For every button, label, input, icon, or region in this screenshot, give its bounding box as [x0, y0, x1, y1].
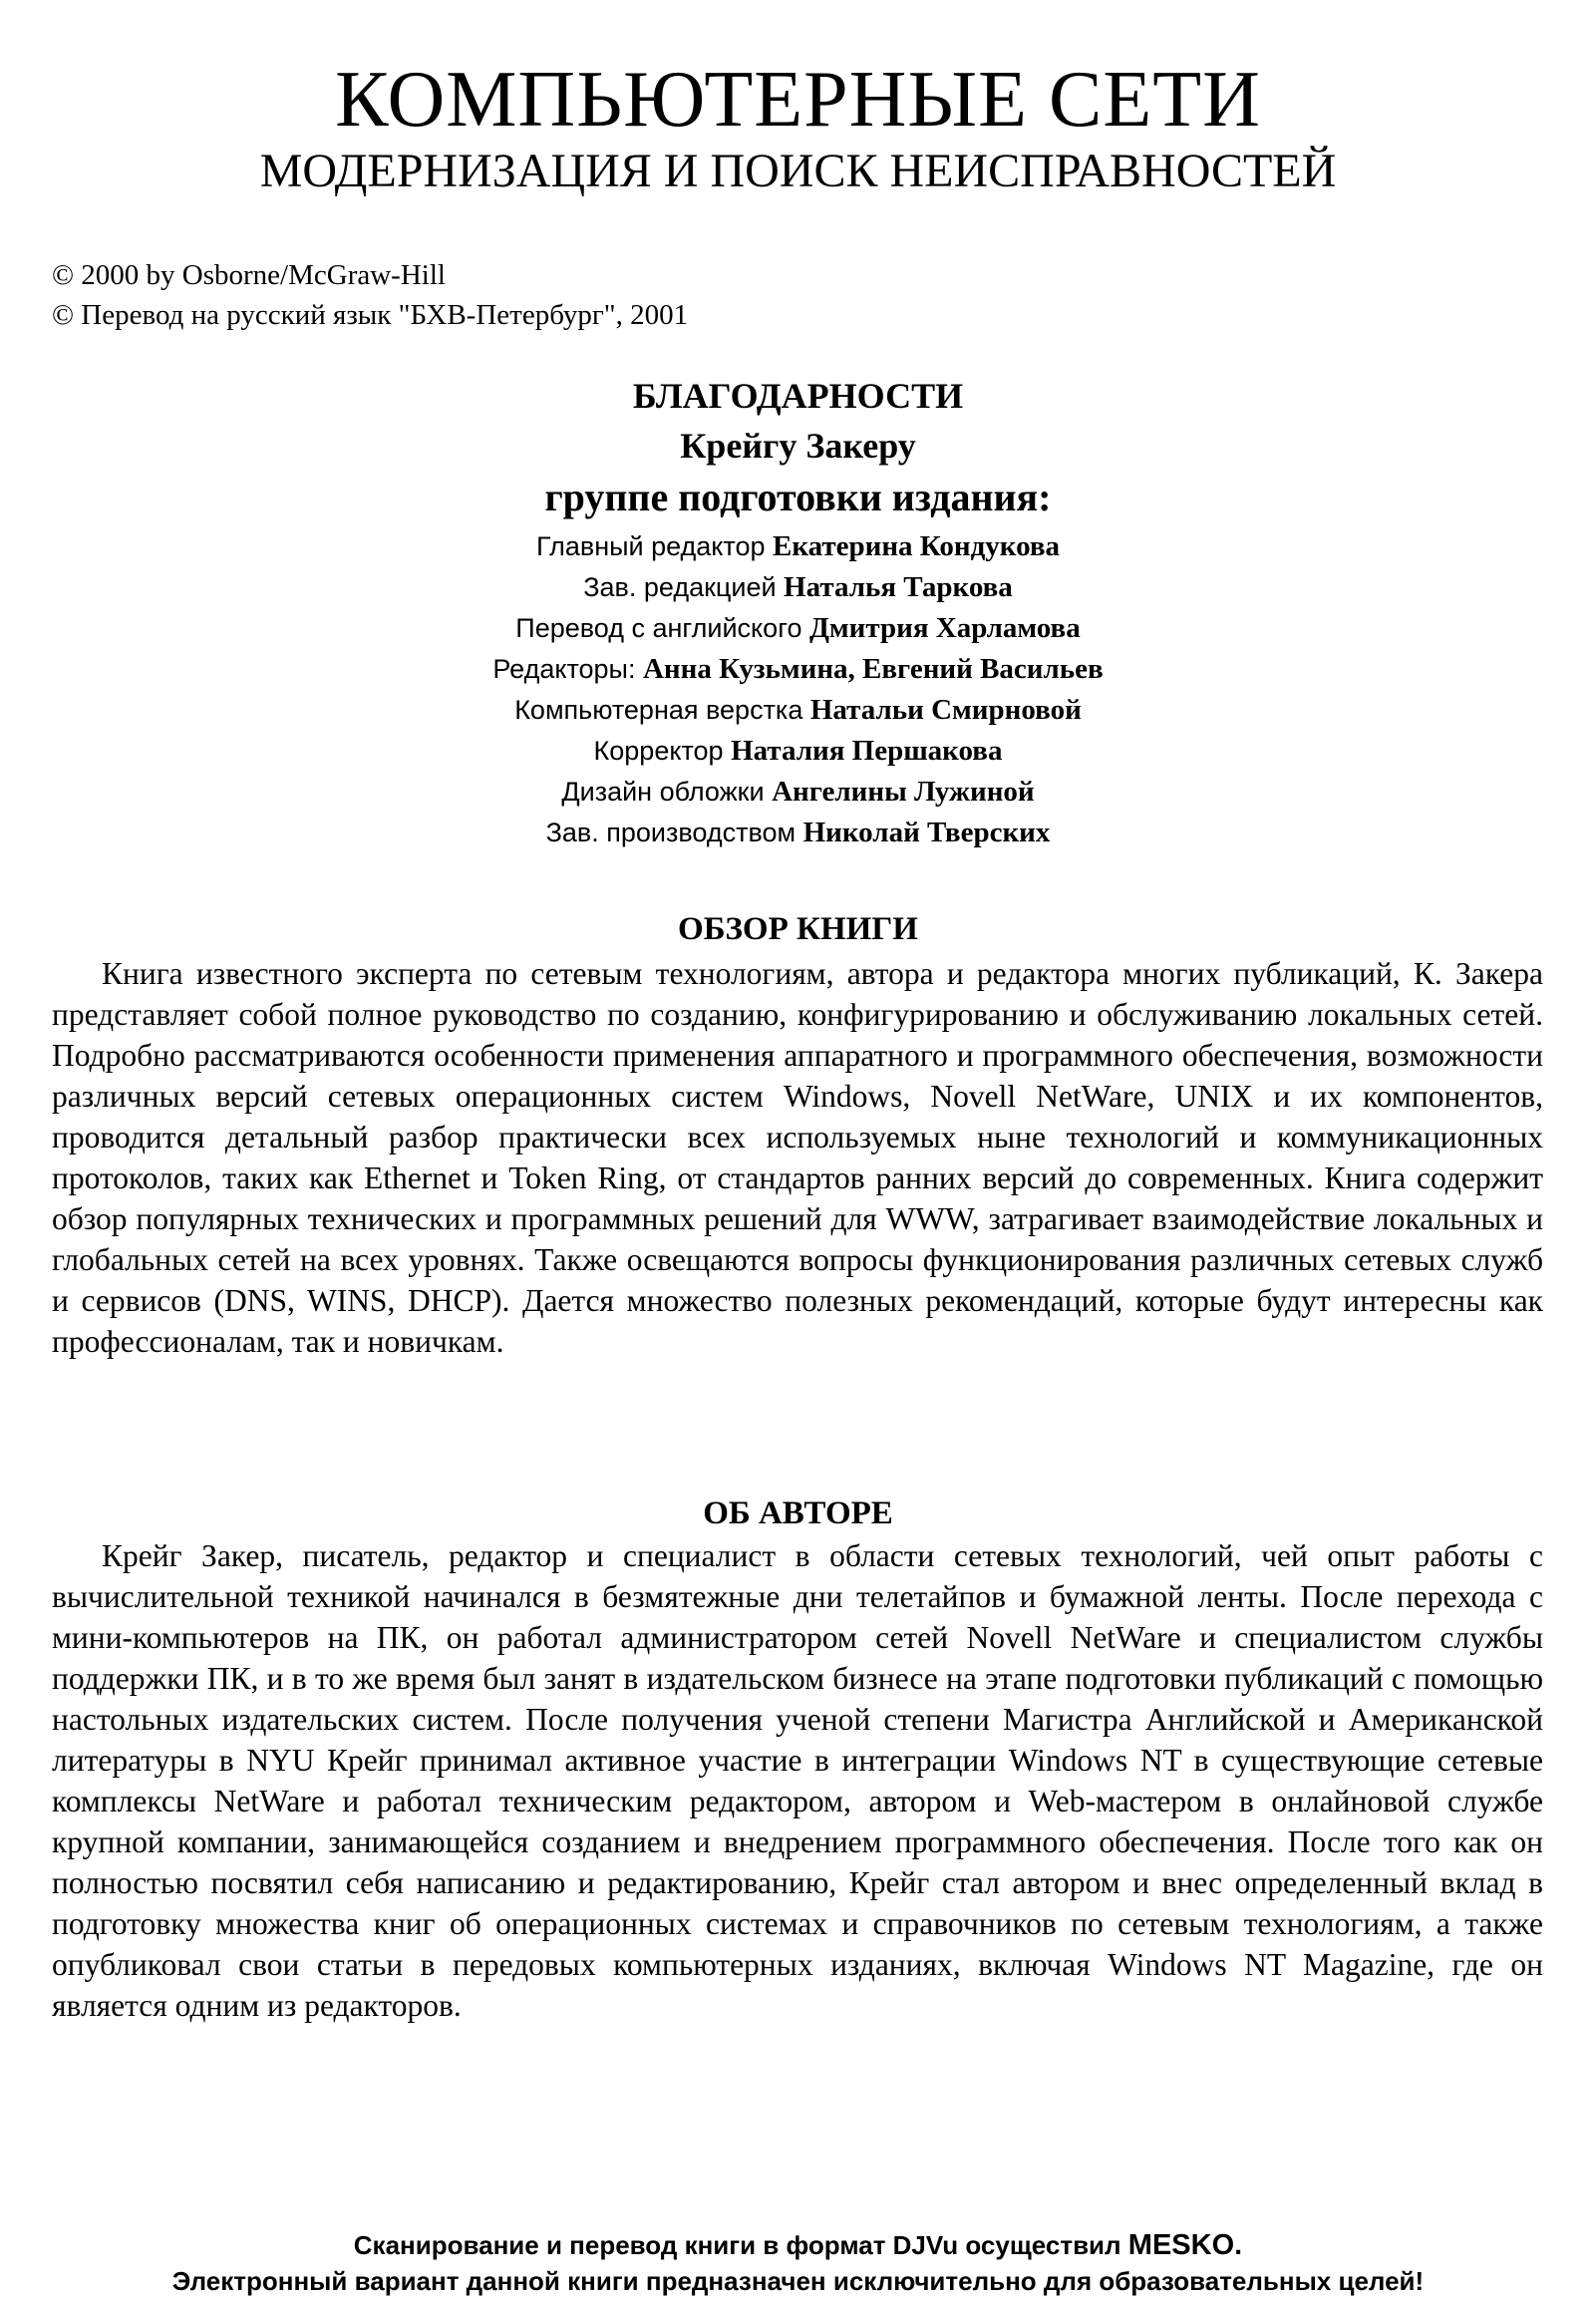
about-author-heading: ОБ АВТОРЕ: [703, 1495, 893, 1531]
copyright-block: [52, 255, 688, 335]
credits-list: [0, 526, 1596, 853]
footer-brand: MESKO.: [1127, 2229, 1243, 2261]
about-author-text: Крейг Закер, писатель, редактор и специалист в области сетевых технологий, чей опыт работы с вычислительной техникой начинался в безмятежные дни телетайпов и бумажной ленты. После перехода с мини-компьютеров на ПК, он работал администратором сетей Novell NetWare и специалистом службы поддержки ПК, и в то же время был занят в издательском бизнесе на этапе подготовки публикаций с помощью настольных издательских систем. После получения ученой степени Магистра Английской и Американской литературы в NYU Крейг принимал активное участие в интеграции Windows NT в существующие сетевые комплексы NetWare и работал техническим редактором, автором и Web-мастером в онлайновой службе крупной компании, занимающейся созданием и внедрением программного обеспечения. После того как он полностью посвятил себя написанию и редактированию, Крейг стал автором и внес определенный вклад в подготовку множества книг об операционных системах и справочников по сетевым технологиям, а также опубликовал свои статьи в передовых компьютерных изданиях, включая Windows NT Magazine, где он является одним из редакторов.: [52, 1538, 1543, 2023]
footer-line-1: [0, 2227, 1596, 2263]
copyright-original: © 2000 by Osborne/McGraw-Hill: [52, 259, 446, 291]
credit-line: [0, 567, 1596, 608]
credit-role: Зав. редакцией: [583, 572, 785, 602]
footer-line-2: Электронный вариант данной книги предназначен исключительно для образовательных целей!: [171, 2266, 1425, 2296]
credit-role: Компьютерная верстка: [514, 695, 810, 725]
book-title: КОМПЬЮТЕРНЫЕ СЕТИ: [335, 56, 1261, 144]
credit-line: [0, 813, 1596, 853]
credit-person: Наталья Таркова: [784, 571, 1013, 603]
overview-heading: ОБЗОР КНИГИ: [678, 911, 918, 947]
footer-scan-note: Сканирование и перевод книги в формат DJVu осуществил: [353, 2230, 1128, 2260]
credit-person: Анна Кузьмина, Евгений Васильев: [642, 653, 1104, 685]
credit-role: Корректор: [593, 736, 732, 766]
credit-role: Дизайн обложки: [561, 777, 773, 807]
credit-role: Главный редактор: [535, 531, 774, 561]
credit-role: Перевод с английского: [515, 613, 809, 643]
credit-line: [0, 690, 1596, 731]
credit-line: [0, 526, 1596, 567]
overview-text: Книга известного эксперта по сетевым технологиям, автора и редактора многих публикаций, К. Закера представляет собой полное руководство по созданию, конфигурированию и обслуживанию локальных сетей. Подробно рассматриваются особенности применения аппаратного и программного обеспечения, возможности различных версий сетевых операционных систем Windows, Novell NetWare, UNIX и их компонентов, проводится детальный разбор практически всех используемых ныне технологий и коммуникационных протоколов, таких как Ethernet и Token Ring, от стандартов ранних версий до современных. Книга содержит обзор популярных технических и программных решений для WWW, затрагивает взаимодействие локальных и глобальных сетей на всех уровнях. Также освещаются вопросы функционирования различных сетевых служб и сервисов (DNS, WINS, DHCP). Дается множество полезных рекомендаций, которые будут интересны как профессионалам, так и новичкам.: [52, 956, 1543, 1359]
credit-line: [0, 608, 1596, 649]
credit-line: [0, 772, 1596, 813]
acknowledgements-block: [0, 371, 1596, 853]
acknowledgement-person: Крейгу Закеру: [680, 426, 916, 466]
acknowledgements-heading: БЛАГОДАРНОСТИ: [632, 376, 964, 416]
book-subtitle: МОДЕРНИЗАЦИЯ И ПОИСК НЕИСПРАВНОСТЕЙ: [259, 145, 1337, 197]
credit-person: Дмитрия Харламова: [808, 612, 1081, 644]
credit-person: Натальи Смирновой: [809, 694, 1082, 726]
credit-person: Наталия Першакова: [731, 735, 1003, 767]
credit-line: [0, 731, 1596, 772]
copyright-translation: © Перевод на русский язык "БХВ-Петербург", 2001: [52, 299, 689, 331]
credit-person: Николай Тверских: [802, 817, 1051, 848]
acknowledgement-team: группе подготовки издания:: [544, 475, 1052, 519]
credit-person: Екатерина Кондукова: [773, 530, 1061, 562]
credit-role: Зав. производством: [545, 818, 803, 847]
credit-person: Ангелины Лужиной: [772, 776, 1035, 808]
scan-footer: [0, 2227, 1596, 2299]
credit-line: [0, 649, 1596, 690]
credit-role: Редакторы:: [492, 654, 643, 684]
